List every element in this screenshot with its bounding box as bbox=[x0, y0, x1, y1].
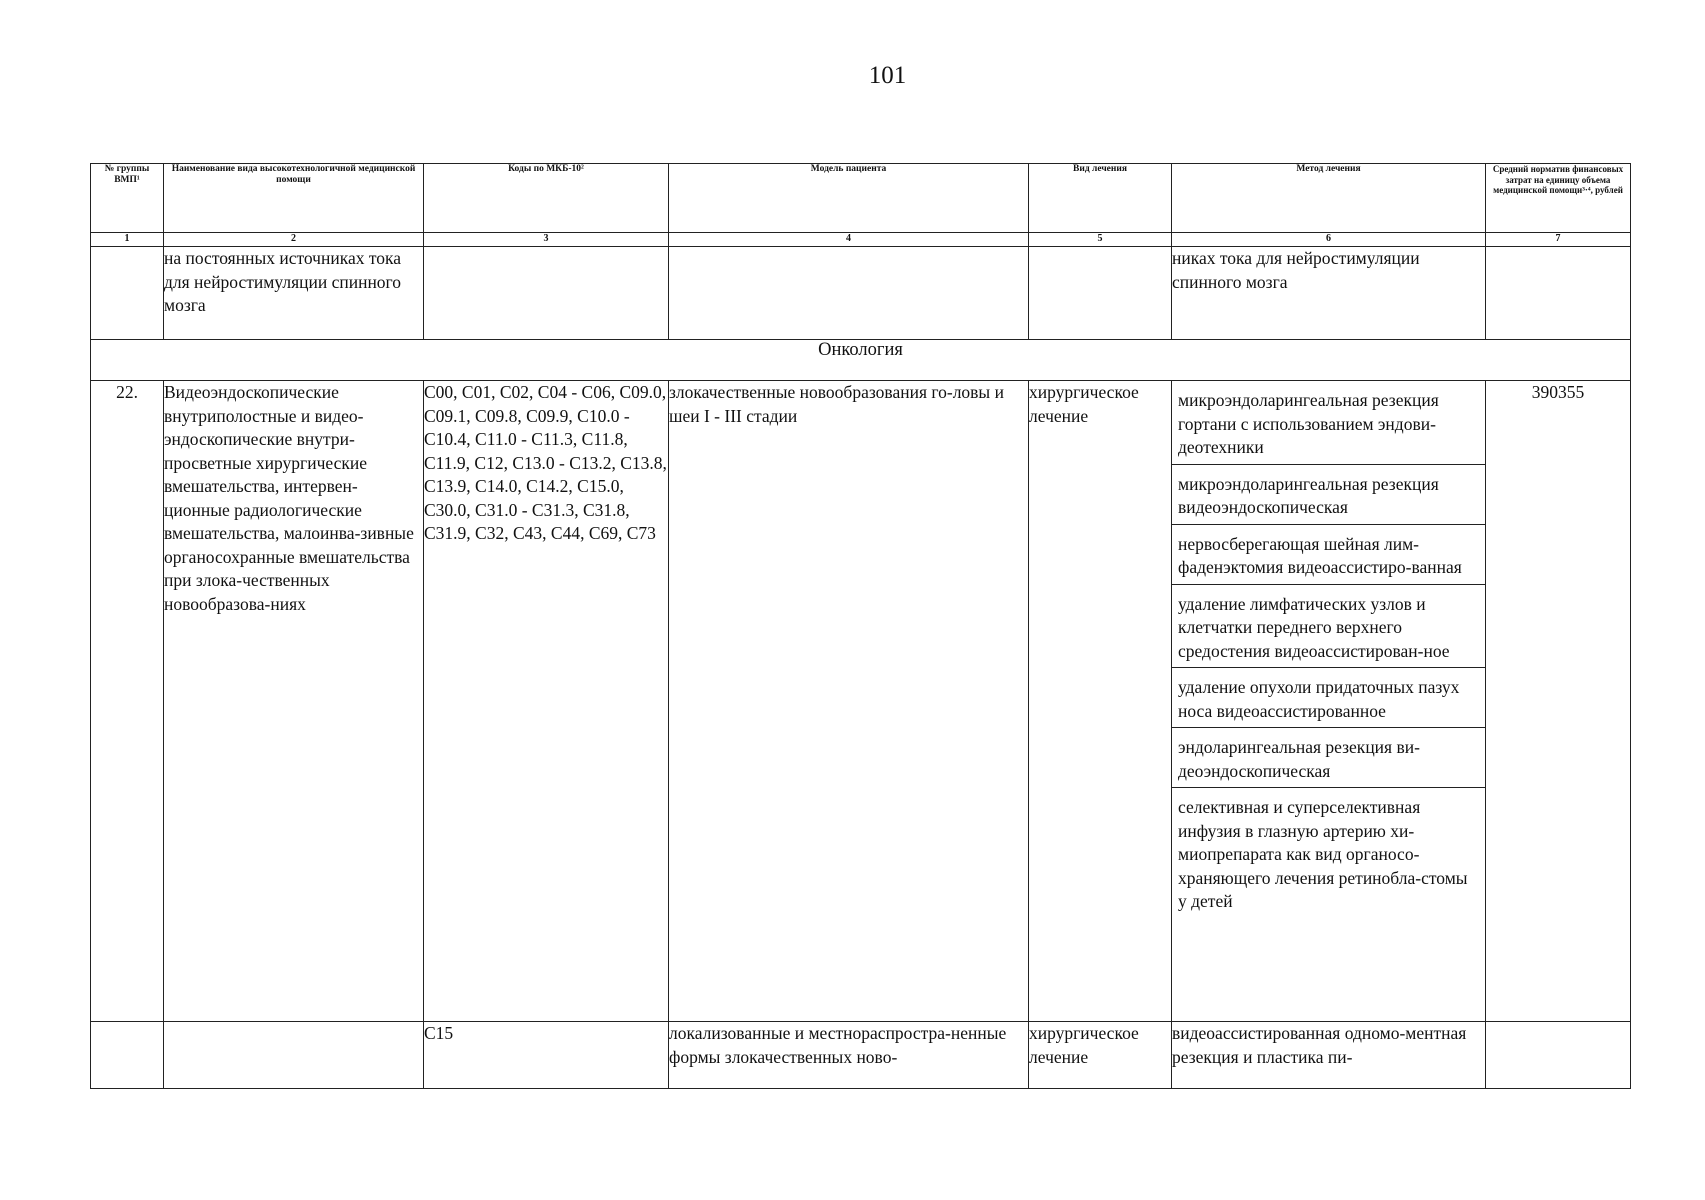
header-icd-codes: Коды по МКБ-10² bbox=[424, 164, 669, 233]
method-item: микроэндоларингеальная резекция видеоэндоскопическая bbox=[1172, 465, 1485, 525]
table-cell bbox=[1029, 247, 1172, 340]
method-cell: видеоассистированная одномо-ментная резекция и пластика пи- bbox=[1172, 1022, 1486, 1089]
table-cell bbox=[91, 247, 164, 340]
column-number: 7 bbox=[1486, 233, 1631, 247]
section-title: Онкология bbox=[91, 340, 1631, 381]
page-number: 101 bbox=[868, 62, 907, 89]
header-cost: Средний норматив финансовых затрат на единицу объема медицинской помощи³·⁴, рублей bbox=[1486, 164, 1631, 233]
column-number: 2 bbox=[164, 233, 424, 247]
column-number: 3 bbox=[424, 233, 669, 247]
group-number-cell: 22. bbox=[91, 381, 164, 1022]
method-item: селективная и суперселективная инфузия в глазную артерию хи-миопрепарата как вид органосо-храняющего лечения ретинобла-стомы у детей bbox=[1178, 797, 1468, 911]
icd-codes-cell: C00, C01, C02, C04 - C06, C09.0, C09.1, C09.8, C09.9, C10.0 - C10.4, C11.0 - C11.3, C11.8, C11.9, C12, C13.0 - C13.2, C13.8, C13.9, C14.0, C14.2, C15.0, C30.0, C31.0 - C31.3, C31.8, C31.9, C32, C43, C44, C69, C73 bbox=[424, 381, 669, 1022]
treatment-type-cell: хирургическое лечение bbox=[1029, 381, 1172, 1022]
method-list-cell bbox=[1172, 381, 1486, 1022]
patient-model-cell: злокачественные новообразования го-ловы и шеи I - III стадии bbox=[669, 381, 1029, 1022]
method-item: эндоларингеальная резекция ви-деоэндоскопическая bbox=[1172, 728, 1485, 788]
table-cell bbox=[91, 1022, 164, 1089]
table-cell bbox=[669, 247, 1029, 340]
treatment-type-cell: хирургическое лечение bbox=[1029, 1022, 1172, 1089]
patient-model-cell: локализованные и местнораспростра-ненные формы злокачественных ново- bbox=[669, 1022, 1029, 1089]
table-cell bbox=[424, 247, 669, 340]
method-item: удаление опухоли придаточных пазух носа видеоассистированное bbox=[1172, 668, 1485, 728]
column-number-row bbox=[91, 233, 1631, 247]
cost-cell: 390355 bbox=[1486, 381, 1631, 1022]
column-number: 5 bbox=[1029, 233, 1172, 247]
vmp-table bbox=[90, 163, 1631, 1089]
table-row bbox=[91, 1022, 1631, 1089]
care-name-cell: на постоянных источниках тока для нейростимуляции спинного мозга bbox=[164, 247, 424, 340]
table-header-row bbox=[91, 164, 1631, 233]
method-item: удаление лимфатических узлов и клетчатки переднего верхнего средостения видеоассистирован-ное bbox=[1172, 585, 1485, 669]
column-number: 1 bbox=[91, 233, 164, 247]
header-care-name: Наименование вида высокотехнологичной медицинской помощи bbox=[164, 164, 424, 233]
table-row bbox=[91, 381, 1631, 1022]
table-cell bbox=[164, 1022, 424, 1089]
care-name-cell: Видеоэндоскопические внутриполостные и видео-эндоскопические внутри-просветные хирургические вмешательства, интервен-ционные радиологические вмешательства, малоинва-зивные органосохранные вмешательства при злока-чественных новообразова-ниях bbox=[164, 381, 424, 1022]
column-number: 4 bbox=[669, 233, 1029, 247]
method-cell: никах тока для нейростимуляции спинного мозга bbox=[1172, 247, 1486, 340]
header-treatment-type: Вид лечения bbox=[1029, 164, 1172, 233]
column-number: 6 bbox=[1172, 233, 1486, 247]
icd-codes-cell: C15 bbox=[424, 1022, 669, 1089]
method-list bbox=[1172, 381, 1485, 1021]
method-item: нервосберегающая шейная лим-фаденэктомия видеоассистиро-ванная bbox=[1172, 525, 1485, 585]
table-cell bbox=[1486, 247, 1631, 340]
table-row bbox=[91, 247, 1631, 340]
header-treatment-method: Метод лечения bbox=[1172, 164, 1486, 233]
method-item: микроэндоларингеальная резекция гортани с использованием эндови-деотехники bbox=[1172, 381, 1485, 465]
table-cell bbox=[1486, 1022, 1631, 1089]
header-group-number: № группы ВМП¹ bbox=[91, 164, 164, 233]
section-row bbox=[91, 340, 1631, 381]
header-patient-model: Модель пациента bbox=[669, 164, 1029, 233]
